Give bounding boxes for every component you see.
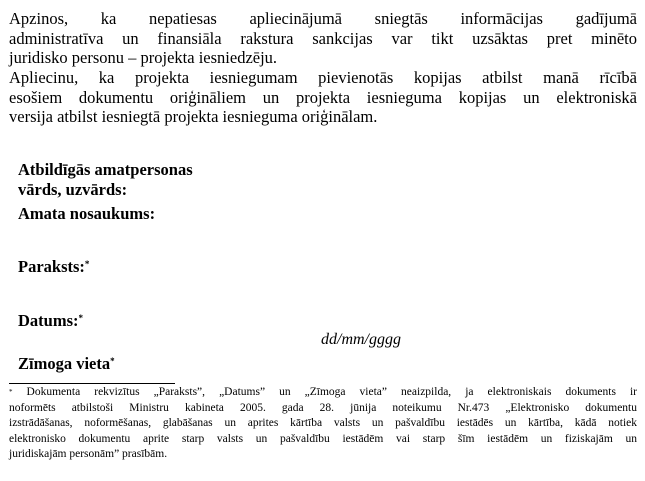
statement-certification: [9, 68, 637, 127]
date-label-text: Datums:: [18, 311, 79, 330]
statement-line: Apzinos, ka nepatiesas apliecinājumā sniegtās informācijas gadījumā: [9, 9, 637, 28]
date-format-hint: dd/mm/gggg: [321, 331, 401, 348]
position-label: [18, 204, 155, 224]
signature-label: [18, 257, 89, 277]
footnote-line: noformēts atbilstoši Ministru kabineta 2005. gada 28. jūnija noteikumu Nr.473 „Elektronisko dokumentu: [9, 401, 637, 414]
statement-awareness: [9, 9, 637, 68]
signature-label-text: Paraksts:: [18, 257, 85, 276]
footnote-marker: *: [110, 356, 115, 366]
footnote-marker: *: [9, 388, 13, 396]
stamp-label-text: Zīmoga vieta: [18, 354, 111, 373]
footnote-line: [9, 385, 637, 401]
statement-line: esošiem dokumentu oriģināliem un projekta iesnieguma kopijas un elektroniskā: [9, 87, 637, 107]
footnote-line: izstrādāšanas, noformēšanas, glabāšanas un aprites kārtība valsts un pašvaldību iestādēs un kārtība, kādā notiek: [9, 417, 637, 429]
footnote-separator: [9, 383, 175, 384]
official-name-label-line1: Atbildīgās amatpersonas: [18, 160, 193, 179]
stamp-label: [18, 354, 115, 374]
footnote-line: elektronisko dokumentu aprite starp valsts un pašvaldību iestādēm vai starp šīm iestādēm un fiziskajām un: [9, 432, 637, 445]
footnote-line: juridiskajām personām” prasībām.: [9, 448, 168, 460]
statement-line: versija atbilst iesniegtā projekta iesnieguma oriģinālam.: [9, 107, 378, 126]
statement-line: juridisko personu – projekta iesniedzēju.: [9, 48, 278, 67]
official-name-label: [18, 160, 193, 200]
footnote-marker: *: [84, 259, 90, 269]
official-name-label-line2: vārds, uzvārds:: [18, 180, 128, 199]
date-label: [18, 311, 83, 331]
statement-line: administratīva un finansiāla rakstura sankcijas var tikt uzsāktas pret minēto: [9, 28, 637, 48]
footnote: [9, 385, 637, 463]
statement-line: Apliecinu, ka projekta iesniegumam pievienotās kopijas atbilst manā rīcībā: [9, 68, 637, 87]
position-label-text: Amata nosaukums:: [18, 204, 156, 223]
footnote-marker: *: [78, 313, 83, 323]
footnote-text: Dokumenta rekvizītus „Paraksts”, „Datums” un „Zīmoga vieta” neaizpilda, ja elektroniskais dokuments ir: [26, 386, 637, 398]
